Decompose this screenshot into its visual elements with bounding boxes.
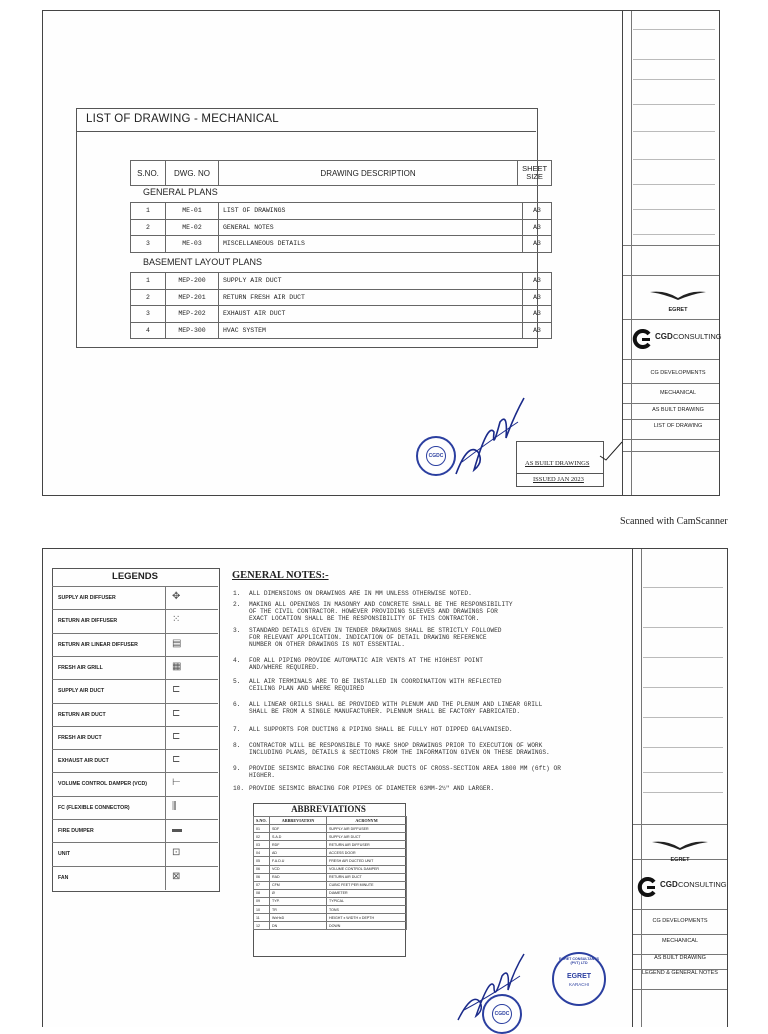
legend-label: FAN [58,874,69,881]
note-text: PROVIDE SEISMIC BRACING FOR PIPES OF DIAMETER 63MM-2½" AND LARGER. [249,785,495,792]
legend-row [52,703,218,704]
table-row: 03 RDF RETURN AIR DIFFUSER [254,841,407,849]
col-sno: S.NO. [131,161,166,186]
camscanner-caption: Scanned with CamScanner [620,516,728,527]
legend-label: RETURN AIR DIFFUSER [58,618,118,625]
col-description: DRAWING DESCRIPTION [219,161,518,186]
legend-label: FRESH AIR GRILL [58,664,103,671]
note-text: STANDARD DETAILS GIVEN IN TENDER DRAWINGS SHALL BE STRICTLY FOLLOWED FOR RELEVANT APPLICATION. INDICATION OF DETAIL DRAWING REFERENCE NUMBER ON OTHER DRAWINGS IS NOT ESSENTIAL. [249,627,502,649]
section-general-plans: GENERAL PLANS [143,187,218,197]
legend-symbol-icon: ⊏ [172,730,181,742]
note-text: CONTRACTOR WILL BE RESPONSIBLE TO MAKE SHOP DRAWINGS PRIOR TO EXECUTION OF WORK INCLUDING PLANS, DETAILS & SECTIONS FROM THE INFORMATION GIVEN ON THESE DRAWINGS. [249,742,550,757]
table-row: 2 MEP-201 RETURN FRESH AIR DUCT A3 [131,289,552,306]
table-row: 11 WxHxD HEIGHT x WIDTH x DEPTH [254,914,407,922]
legend-row [52,749,218,750]
egret-logo-text: EGRET [668,307,688,313]
table-row: 09 TYP. TYPICAL [254,897,407,905]
note-number: 7. [233,726,241,733]
legend-symbol-icon: ⊏ [172,707,181,719]
cgd-logo [631,328,723,352]
legend-symbol-icon: ▬ [172,824,182,835]
egret-logo [648,288,708,313]
table-row: 05 F.A.D.U FRESH AIR DUCTED UNIT [254,857,407,865]
table-row: 06 VCD VOLUME CONTROL DAMPER [254,865,407,873]
legend-row [52,796,218,797]
table-row: 04 AD ACCESS DOOR [254,849,407,857]
egret-logo-text: EGRET [670,857,690,863]
legend-row [52,633,218,634]
table-row: 12 DN DOWN [254,922,407,930]
note-text: ALL AIR TERMINALS ARE TO BE INSTALLED IN COORDINATION WITH REFLECTED CEILING PLAN AND WHERE REQUIRED [249,678,502,693]
legend-row [52,609,218,610]
note-number: 3. [233,627,241,634]
as-built-label: AS BUILT DRAWINGS [525,460,590,467]
legend-label: VOLUME CONTROL DAMPER (VCD) [58,781,147,788]
cgdc-stamp: CGDC [416,436,456,476]
drawing-title: LIST OF DRAWING [653,423,703,429]
table-row: 1 MEP-200 SUPPLY AIR DUCT A3 [131,273,552,290]
table-row: 4 MEP-300 HVAC SYSTEM A3 [131,322,552,339]
section-basement-layout: BASEMENT LAYOUT PLANS [143,257,263,267]
drawing-title: LEGEND & GENERAL NOTES [642,970,718,976]
table-row: 1 ME-01 LIST OF DRAWINGS A3 [131,203,552,220]
note-text: ALL DIMENSIONS ON DRAWINGS ARE IN MM UNLESS OTHERWISE NOTED. [249,590,472,597]
note-number: 9. [233,765,241,772]
legend-symbol-icon: ⊏ [172,754,181,766]
legend-symbol-icon: ⊡ [172,847,181,859]
note-text: MAKING ALL OPENINGS IN MASONRY AND CONCRETE SHALL BE THE RESPONSIBILITY OF THE CIVIL CONTRACTOR. HOWEVER PROVIDING SLEEVES AND DRAWINGS FOR EXACT LOCATION SHALL BE THE RESPONSIBILITY OF THIS CONTRACTOR. [249,601,513,623]
table-row: 02 S.A.D SUPPLY AIR DUCT [254,833,407,841]
notes-title: GENERAL NOTES:- [232,570,329,581]
abbreviations-table [253,816,407,930]
legend-symbol-icon: ⊏ [172,684,181,696]
table-row: 01 SDF SUPPLY AIR DIFFUSER [254,825,407,833]
col-sheet-size: SHEET SIZE [518,161,552,186]
legend-label: RETURN AIR DUCT [58,711,106,718]
client-name: CG DEVELOPMENTS [650,370,706,376]
legend-row [52,656,218,657]
note-text: ALL LINEAR GRILLS SHALL BE PROVIDED WITH PLENUM AND THE PLENUM AND LINEAR GRILL SHALL BE FROM A SINGLE MANUFACTURER. PLENNUM SHALL BE FACTORY FABRICATED. [249,701,543,716]
basement-plans-table [130,272,552,339]
note-number: 4. [233,657,241,664]
general-plans-table [130,202,552,253]
legend-label: FRESH AIR DUCT [58,734,102,741]
col-dwg-no: DWG. NO [166,161,219,186]
drawing-list-header [130,160,552,186]
legend-row [52,772,218,773]
legend-symbol-icon: ⊢ [172,777,181,789]
note-number: 2. [233,601,241,608]
as-built-box [516,441,604,487]
abbr-header: S.NO. ABBREVIATION ACRONYM [254,817,407,825]
legend-row [52,586,218,587]
legend-label: UNIT [58,851,71,858]
table-row: 3 MEP-202 EXHAUST AIR DUCT A3 [131,306,552,323]
consulting-logo-text: CONSULTING [678,880,727,889]
note-text: ALL SUPPORTS FOR DUCTING & PIPING SHALL BE FULLY HOT DIPPED GALVANISED. [249,726,513,733]
table-row: 2 ME-02 GENERAL NOTES A3 [131,219,552,236]
legend-label: EXHAUST AIR DUCT [58,758,109,765]
table-row: 06 RAD RETURN AIR DUCT [254,873,407,881]
legend-symbol-icon: ✥ [172,591,181,602]
legend-symbol-icon: ⫼ [172,800,177,812]
discipline: MECHANICAL [659,390,697,396]
drawing-status: AS BUILT DRAWING [652,407,704,413]
client-name: CG DEVELOPMENTS [652,918,708,924]
issued-label: ISSUED JAN 2023 [533,476,584,483]
consulting-logo-text: CONSULTING [673,332,722,341]
cgd-logo-text: CGD [655,332,673,341]
legend-row [52,819,218,820]
discipline: MECHANICAL [661,938,699,944]
note-number: 8. [233,742,241,749]
legend-label: SUPPLY AIR DUCT [58,688,105,695]
legend-row [52,726,218,727]
cgd-logo [636,876,728,900]
note-number: 6. [233,701,241,708]
note-number: 5. [233,678,241,685]
legend-row [52,679,218,680]
legends-panel [52,568,220,892]
drawing-list-title: LIST OF DRAWING - MECHANICAL [86,113,279,125]
table-row: 3 ME-03 MISCELLANEOUS DETAILS A3 [131,236,552,253]
legends-title: LEGENDS [112,571,158,582]
note-number: 10. [233,785,245,792]
legend-row [52,842,218,843]
check-mark [598,440,624,462]
table-row: 08 Ø DIAMETER [254,889,407,897]
abbreviations-title: ABBREVIATIONS [291,804,366,814]
legend-label: FC (FLEXIBLE CONNECTOR) [58,804,130,811]
note-text: PROVIDE SEISMIC BRACING FOR RECTANGULAR DUCTS OF CROSS-SECTION AREA 1800 MM (6ft) OR HIGHER. [249,765,561,780]
drawing-status: AS BUILT DRAWING [654,955,706,961]
note-number: 1. [233,590,241,597]
legend-symbol-icon: ▤ [172,637,182,649]
note-text: FOR ALL PIPING PROVIDE AUTOMATIC AIR VENTS AT THE HIGHEST POINT AND/WHERE REQUIRED. [249,657,483,672]
legend-row [52,866,218,867]
legend-symbol-icon: ⁙ [172,614,181,626]
cgdc-stamp: CGDC [482,994,522,1034]
egret-consultants-stamp: EGRET CONSULTANTS (PVT) LTD EGRET KARACHI [552,952,606,1006]
legend-label: RETURN AIR LINEAR DIFFUSER [58,641,138,648]
egret-logo [650,838,710,863]
cgd-logo-text: CGD [660,880,678,889]
legend-symbol-icon: ▦ [172,660,182,672]
table-row: 10 TR TONS [254,906,407,914]
legend-symbol-icon: ⊠ [172,870,181,882]
legend-label: FIRE DUMPER [58,828,94,834]
table-row: 07 CFM CUBIC FEET PER MINUTE [254,881,407,889]
legend-label: SUPPLY AIR DIFFUSER [58,595,116,601]
